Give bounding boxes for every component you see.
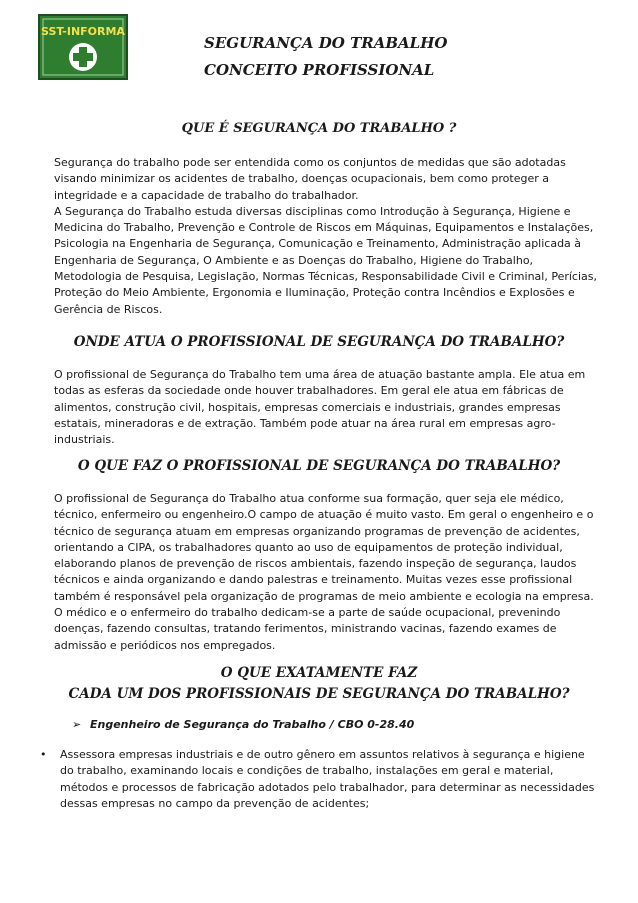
paragraph-what-does: O profissional de Segurança do Trabalho atua conforme sua formação, quer seja ele médico, técnico, enfermeiro ou engenheiro.O campo de atuação é muito vasto. Em geral o engenheiro e o técnico de segurança atuam em empresas organizando programas de prevenção de acidentes, orientando a CIPA, os trabalhadores quanto ao uso de equipamentos de proteção individual, elaborando planos de prevenção de riscos ambientais, fazendo inspeção de segurança, laudos técnicos e ainda organizando e dando palestras e treinamento. Muitas vezes esse profissional também é responsável pela organização de programas de meio ambiente e ecologia na empresa. O médico e o enfermeiro do trabalho dedicam-se a parte de saúde ocupacional, prevenindo doenças, fazendo consultas, tratando ferimentos, ministrando vacinas, fazendo exames de admissão e periódicos nos empregados.	[54, 492, 594, 652]
green-cross-icon	[69, 43, 97, 71]
section-heading-where: ONDE ATUA O PROFISSIONAL DE SEGURANÇA DO TRABALHO?	[73, 334, 565, 350]
section-heading-exactly-line2: CADA UM DOS PROFISSIONAIS DE SEGURANÇA DO TRABALHO?	[68, 686, 570, 702]
section-heading-what-does: O QUE FAZ O PROFISSIONAL DE SEGURANÇA DO TRABALHO?	[77, 458, 561, 474]
subheading-engineer-label: Engenheiro de Segurança do Trabalho / CBO 0-28.40	[90, 718, 415, 731]
list-item-text: Assessora empresas industriais e de outro gênero em assuntos relativos à segurança e higiene do trabalho, examinando locais e condições de trabalho, instalações em geral e material, métodos e processos de fabricação adotados pelo trabalhador, para determinar as necessidades dessas empresas no campo da prevenção de acidentes;	[60, 748, 595, 810]
document-title: SEGURANÇA DO TRABALHO	[204, 34, 448, 52]
subheading-engineer	[72, 718, 414, 731]
section-heading-what-is: QUE É SEGURANÇA DO TRABALHO ?	[181, 121, 457, 136]
paragraph-what-is: Segurança do trabalho pode ser entendida como os conjuntos de medidas que são adotadas visando minimizar os acidentes de trabalho, doenças ocupacionais, bem como proteger a integridade e a capacidade de trabalho do trabalhador. A Segurança do Trabalho estuda diversas disciplinas como Introdução à Segurança, Higiene e Medicina do Trabalho, Prevenção e Controle de Riscos em Máquinas, Equipamentos e Instalações, Psicologia na Engenharia de Segurança, Comunicação e Treinamento, Administração aplicada à Engenharia de Segurança, O Ambiente e as Doenças do Trabalho, Higiene do Trabalho, Metodologia de Pesquisa, Legislação, Normas Técnicas, Responsabilidade Civil e Criminal, Perícias, Proteção do Meio Ambiente, Ergonomia e Iluminação, Proteção contra Incêndios e Explosões e Gerência de Riscos.	[54, 156, 597, 316]
bullet-dot-icon: •	[40, 748, 47, 761]
logo-text: SST-INFORMA	[41, 25, 125, 38]
paragraph-where: O profissional de Segurança do Trabalho tem uma área de atuação bastante ampla. Ele atua em todas as esferas da sociedade onde houver trabalhadores. Em geral ele atua em fábricas de alimentos, construção civil, hospitais, empresas comerciais e industriais, grandes empresas estatais, mineradoras e de extração. Também pode atuar na área rural em empresas agro-industriais.	[54, 368, 586, 447]
section-heading-exactly-line1: O QUE EXATAMENTE FAZ	[220, 665, 418, 681]
logo	[38, 14, 128, 80]
arrow-bullet-icon: ➢	[72, 718, 82, 731]
logo-graphic	[40, 16, 126, 78]
document-subtitle: CONCEITO PROFISSIONAL	[204, 61, 435, 79]
